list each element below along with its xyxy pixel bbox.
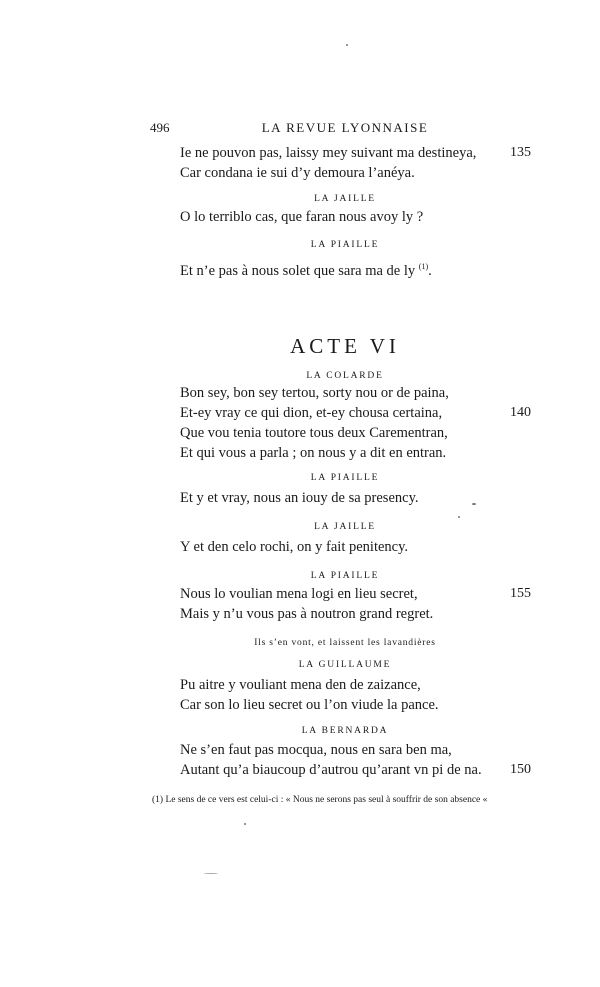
verse-text: Ie ne pouvon pas, laissy mey suivant ma destineya, <box>180 145 477 161</box>
running-title: LA REVUE LYONNAISE <box>261 120 429 135</box>
scan-speck <box>346 44 348 46</box>
verse-line <box>180 423 530 443</box>
verse-line <box>180 695 530 715</box>
verse-line <box>180 537 530 557</box>
verse-block <box>180 143 530 183</box>
verse-line <box>180 163 530 183</box>
speaker-name: LA PIAILLE <box>310 473 380 483</box>
verse-text: Que vou tenia toutore tous deux Carementran, <box>180 425 448 441</box>
verse-line <box>180 383 530 403</box>
verse-block <box>180 537 530 557</box>
verse-text: Car condana ie sui d’y demoura l’anéya. <box>180 165 415 181</box>
page-number: 496 <box>150 120 170 135</box>
verse-text: Et n’e pas à nous solet que sara ma de ly <box>180 262 416 279</box>
verse-line <box>180 207 530 227</box>
verse-text: O lo terriblo cas, que faran nous avoy ly ? <box>180 209 424 225</box>
verse-line <box>180 403 530 423</box>
verse-block <box>180 675 530 715</box>
line-number: 140 <box>510 405 531 420</box>
verse-text: Nous lo voulian mena logi en lieu secret, <box>180 586 418 602</box>
verse-line <box>180 257 530 277</box>
verse-block <box>180 740 530 780</box>
verse-block <box>180 488 530 508</box>
line-number: 150 <box>510 762 531 777</box>
line-number: 135 <box>510 145 531 160</box>
scan-speck <box>458 516 460 518</box>
verse-line <box>180 584 530 604</box>
speaker-name: LA JAILLE <box>314 522 376 532</box>
verse-block <box>180 257 530 277</box>
footnote: (1) Le sens de ce vers est celui-ci : « Nous ne serons pas seul à souffrir de son absence « <box>152 795 488 805</box>
verse-line <box>180 443 530 463</box>
verse-line <box>180 143 530 163</box>
speaker-name: LA BERNARDA <box>301 726 389 736</box>
page-header <box>150 120 540 140</box>
scan-speck <box>204 873 218 874</box>
speaker-name: LA PIAILLE <box>310 571 380 581</box>
verse-line <box>180 760 530 780</box>
verse-end: . <box>428 262 432 279</box>
scan-speck <box>244 823 246 825</box>
verse-text: Ne s’en faut pas mocqua, nous en sara ben ma, <box>180 742 452 758</box>
verse-text: Bon sey, bon sey tertou, sorty nou or de paina, <box>180 385 449 401</box>
verse-text: Mais y n’u vous pas à noutron grand regret. <box>180 606 434 622</box>
verse-text: Pu aitre y vouliant mena den de zaizance, <box>180 677 421 693</box>
verse-text: Et qui vous a parla ; on nous y a dit en entran. <box>180 445 447 461</box>
line-number: 155 <box>510 586 531 601</box>
speaker-name: LA GUILLAUME <box>298 660 392 670</box>
verse-block <box>180 207 530 227</box>
verse-text: Car son lo lieu secret ou l’on viude la pance. <box>180 697 439 713</box>
verse-line <box>180 604 530 624</box>
verse-line <box>180 488 530 508</box>
act-title: ACTE VI <box>290 334 400 358</box>
verse-line <box>180 740 530 760</box>
verse-block <box>180 584 530 624</box>
speaker-name: LA PIAILLE <box>310 240 380 250</box>
verse-text: Et y et vray, nous an iouy de sa presency. <box>180 490 419 506</box>
verse-line <box>180 675 530 695</box>
verse-block <box>180 383 530 463</box>
scan-speck <box>472 503 476 505</box>
footnote-mark: (1) <box>418 262 429 271</box>
verse-text: Y et den celo rochi, on y fait penitency. <box>180 539 409 555</box>
speaker-name: LA JAILLE <box>314 194 376 204</box>
stage-direction: Ils s’en vont, et laissent les lavandières <box>254 638 436 648</box>
verse-text: Et-ey vray ce qui dion, et-ey chousa certaina, <box>180 405 443 421</box>
verse-text: Autant qu’a biaucoup d’autrou qu’arant vn pi de na. <box>180 762 482 778</box>
speaker-name: LA COLARDE <box>306 371 384 381</box>
